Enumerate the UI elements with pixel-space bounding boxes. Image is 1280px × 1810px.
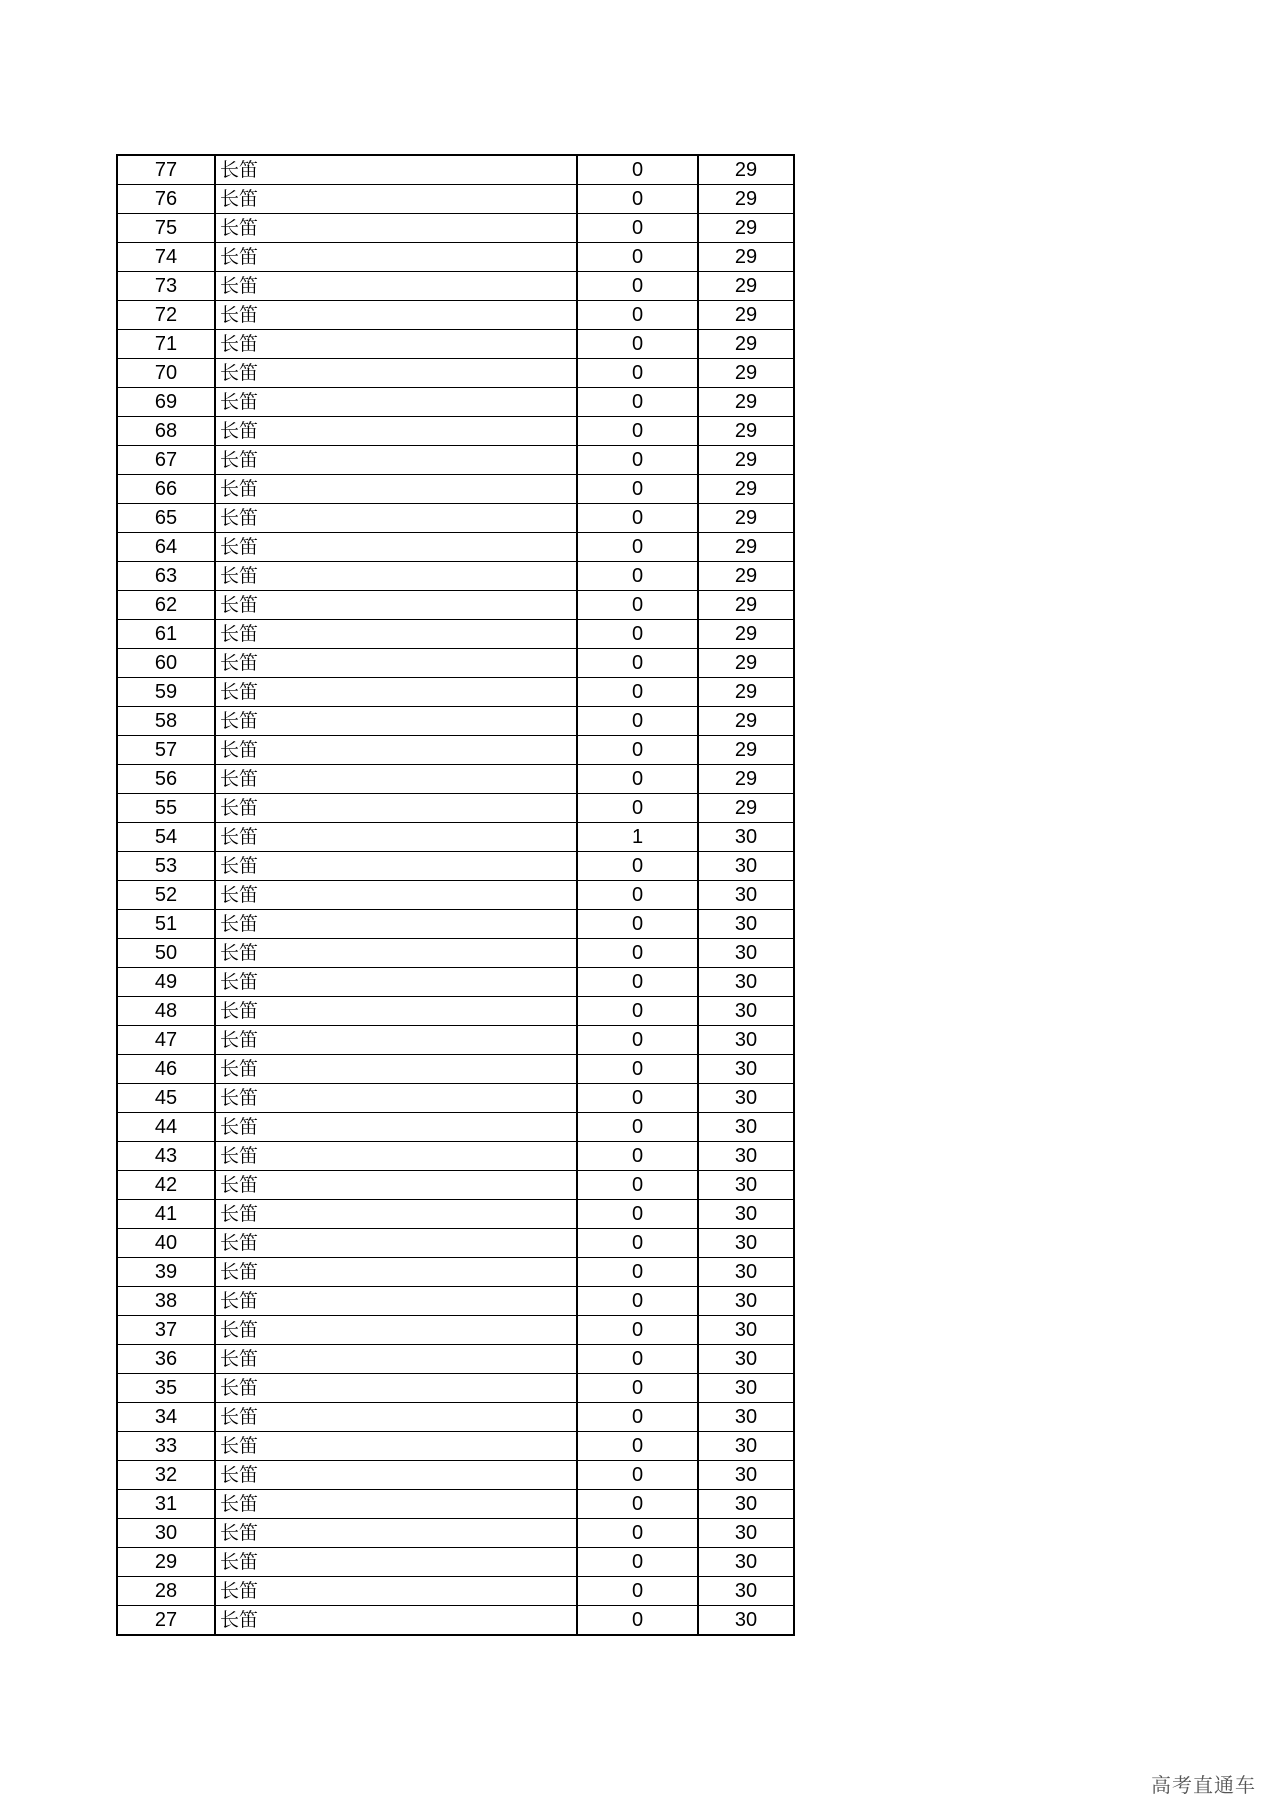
subject-cell: 长笛 [215, 155, 577, 185]
subject-cell: 长笛 [215, 997, 577, 1026]
count-cell: 0 [577, 1055, 698, 1084]
cumulative-cell: 29 [698, 446, 794, 475]
table-row [117, 1403, 794, 1432]
subject-cell: 长笛 [215, 1548, 577, 1577]
count-cell: 0 [577, 649, 698, 678]
table-row [117, 1258, 794, 1287]
score-cell: 67 [117, 446, 215, 475]
count-cell: 0 [577, 330, 698, 359]
count-cell: 0 [577, 997, 698, 1026]
count-cell: 0 [577, 359, 698, 388]
score-table-body [117, 155, 794, 1635]
score-cell: 56 [117, 765, 215, 794]
score-cell: 59 [117, 678, 215, 707]
score-cell: 48 [117, 997, 215, 1026]
table-row [117, 1432, 794, 1461]
subject-cell: 长笛 [215, 794, 577, 823]
count-cell: 0 [577, 155, 698, 185]
cumulative-cell: 29 [698, 243, 794, 272]
subject-cell: 长笛 [215, 1084, 577, 1113]
watermark: 高考直通车 [1151, 1773, 1256, 1797]
subject-cell: 长笛 [215, 736, 577, 765]
subject-cell: 长笛 [215, 968, 577, 997]
count-cell: 0 [577, 707, 698, 736]
table-row [117, 1113, 794, 1142]
score-cell: 71 [117, 330, 215, 359]
count-cell: 0 [577, 1490, 698, 1519]
cumulative-cell: 30 [698, 1548, 794, 1577]
count-cell: 0 [577, 1606, 698, 1636]
table-row [117, 301, 794, 330]
subject-cell: 长笛 [215, 1200, 577, 1229]
subject-cell: 长笛 [215, 243, 577, 272]
count-cell: 0 [577, 852, 698, 881]
score-cell: 53 [117, 852, 215, 881]
subject-cell: 长笛 [215, 1113, 577, 1142]
score-cell: 33 [117, 1432, 215, 1461]
cumulative-cell: 29 [698, 765, 794, 794]
score-cell: 66 [117, 475, 215, 504]
score-table [116, 154, 795, 1636]
cumulative-cell: 29 [698, 388, 794, 417]
score-cell: 46 [117, 1055, 215, 1084]
cumulative-cell: 30 [698, 1519, 794, 1548]
table-row [117, 1577, 794, 1606]
count-cell: 0 [577, 1548, 698, 1577]
score-cell: 68 [117, 417, 215, 446]
count-cell: 0 [577, 881, 698, 910]
cumulative-cell: 30 [698, 1606, 794, 1636]
table-row [117, 185, 794, 214]
cumulative-cell: 30 [698, 1374, 794, 1403]
table-row [117, 1316, 794, 1345]
count-cell: 0 [577, 1403, 698, 1432]
score-cell: 38 [117, 1287, 215, 1316]
cumulative-cell: 30 [698, 1490, 794, 1519]
table-row [117, 330, 794, 359]
subject-cell: 长笛 [215, 1026, 577, 1055]
score-cell: 45 [117, 1084, 215, 1113]
score-cell: 52 [117, 881, 215, 910]
cumulative-cell: 29 [698, 272, 794, 301]
table-row [117, 155, 794, 185]
score-cell: 55 [117, 794, 215, 823]
score-cell: 29 [117, 1548, 215, 1577]
count-cell: 0 [577, 591, 698, 620]
cumulative-cell: 29 [698, 678, 794, 707]
cumulative-cell: 30 [698, 1316, 794, 1345]
cumulative-cell: 29 [698, 475, 794, 504]
subject-cell: 长笛 [215, 1577, 577, 1606]
count-cell: 0 [577, 968, 698, 997]
count-cell: 0 [577, 185, 698, 214]
subject-cell: 长笛 [215, 1403, 577, 1432]
cumulative-cell: 30 [698, 910, 794, 939]
subject-cell: 长笛 [215, 475, 577, 504]
table-row [117, 1374, 794, 1403]
score-cell: 35 [117, 1374, 215, 1403]
cumulative-cell: 29 [698, 330, 794, 359]
cumulative-cell: 30 [698, 852, 794, 881]
score-cell: 77 [117, 155, 215, 185]
table-row [117, 852, 794, 881]
table-row [117, 504, 794, 533]
score-cell: 65 [117, 504, 215, 533]
subject-cell: 长笛 [215, 765, 577, 794]
cumulative-cell: 30 [698, 939, 794, 968]
score-cell: 75 [117, 214, 215, 243]
score-cell: 57 [117, 736, 215, 765]
table-row [117, 446, 794, 475]
table-row [117, 794, 794, 823]
cumulative-cell: 29 [698, 562, 794, 591]
score-cell: 69 [117, 388, 215, 417]
subject-cell: 长笛 [215, 301, 577, 330]
cumulative-cell: 29 [698, 301, 794, 330]
count-cell: 0 [577, 939, 698, 968]
score-cell: 40 [117, 1229, 215, 1258]
table-row [117, 649, 794, 678]
subject-cell: 长笛 [215, 1287, 577, 1316]
score-cell: 63 [117, 562, 215, 591]
table-row [117, 1055, 794, 1084]
table-row [117, 562, 794, 591]
cumulative-cell: 29 [698, 533, 794, 562]
score-cell: 73 [117, 272, 215, 301]
table-row [117, 968, 794, 997]
subject-cell: 长笛 [215, 388, 577, 417]
count-cell: 0 [577, 272, 698, 301]
table-row [117, 678, 794, 707]
table-row [117, 1490, 794, 1519]
count-cell: 0 [577, 214, 698, 243]
cumulative-cell: 30 [698, 1287, 794, 1316]
score-cell: 42 [117, 1171, 215, 1200]
count-cell: 0 [577, 765, 698, 794]
subject-cell: 长笛 [215, 1606, 577, 1636]
score-cell: 34 [117, 1403, 215, 1432]
subject-cell: 长笛 [215, 417, 577, 446]
count-cell: 0 [577, 475, 698, 504]
table-row [117, 1548, 794, 1577]
table-row [117, 1606, 794, 1636]
table-row [117, 736, 794, 765]
cumulative-cell: 29 [698, 359, 794, 388]
cumulative-cell: 30 [698, 1055, 794, 1084]
count-cell: 0 [577, 736, 698, 765]
score-cell: 39 [117, 1258, 215, 1287]
score-cell: 51 [117, 910, 215, 939]
count-cell: 0 [577, 1171, 698, 1200]
cumulative-cell: 30 [698, 1461, 794, 1490]
table-row [117, 1519, 794, 1548]
table-row [117, 417, 794, 446]
subject-cell: 长笛 [215, 823, 577, 852]
count-cell: 0 [577, 794, 698, 823]
subject-cell: 长笛 [215, 1258, 577, 1287]
table-row [117, 533, 794, 562]
subject-cell: 长笛 [215, 359, 577, 388]
count-cell: 0 [577, 678, 698, 707]
count-cell: 0 [577, 533, 698, 562]
score-cell: 64 [117, 533, 215, 562]
subject-cell: 长笛 [215, 707, 577, 736]
cumulative-cell: 30 [698, 1403, 794, 1432]
subject-cell: 长笛 [215, 1142, 577, 1171]
subject-cell: 长笛 [215, 678, 577, 707]
subject-cell: 长笛 [215, 1316, 577, 1345]
subject-cell: 长笛 [215, 910, 577, 939]
cumulative-cell: 30 [698, 1026, 794, 1055]
table-row [117, 823, 794, 852]
cumulative-cell: 30 [698, 1142, 794, 1171]
score-cell: 60 [117, 649, 215, 678]
cumulative-cell: 30 [698, 1345, 794, 1374]
cumulative-cell: 29 [698, 155, 794, 185]
cumulative-cell: 29 [698, 214, 794, 243]
count-cell: 0 [577, 301, 698, 330]
score-cell: 74 [117, 243, 215, 272]
score-cell: 72 [117, 301, 215, 330]
count-cell: 0 [577, 1316, 698, 1345]
cumulative-cell: 29 [698, 794, 794, 823]
subject-cell: 长笛 [215, 881, 577, 910]
table-row [117, 214, 794, 243]
table-row [117, 1142, 794, 1171]
count-cell: 0 [577, 620, 698, 649]
score-cell: 32 [117, 1461, 215, 1490]
cumulative-cell: 30 [698, 1171, 794, 1200]
count-cell: 0 [577, 1229, 698, 1258]
cumulative-cell: 30 [698, 1577, 794, 1606]
cumulative-cell: 29 [698, 620, 794, 649]
score-cell: 62 [117, 591, 215, 620]
score-cell: 49 [117, 968, 215, 997]
cumulative-cell: 30 [698, 1229, 794, 1258]
table-row [117, 1171, 794, 1200]
table-row [117, 1461, 794, 1490]
count-cell: 0 [577, 1142, 698, 1171]
score-cell: 54 [117, 823, 215, 852]
cumulative-cell: 30 [698, 1113, 794, 1142]
table-row [117, 1200, 794, 1229]
cumulative-cell: 30 [698, 1084, 794, 1113]
subject-cell: 长笛 [215, 272, 577, 301]
table-row [117, 388, 794, 417]
table-row [117, 1229, 794, 1258]
score-cell: 61 [117, 620, 215, 649]
subject-cell: 长笛 [215, 591, 577, 620]
table-row [117, 910, 794, 939]
count-cell: 0 [577, 1084, 698, 1113]
subject-cell: 长笛 [215, 649, 577, 678]
table-row [117, 707, 794, 736]
subject-cell: 长笛 [215, 1171, 577, 1200]
table-row [117, 620, 794, 649]
score-cell: 44 [117, 1113, 215, 1142]
count-cell: 0 [577, 1287, 698, 1316]
table-row [117, 272, 794, 301]
subject-cell: 长笛 [215, 1490, 577, 1519]
table-row [117, 881, 794, 910]
cumulative-cell: 30 [698, 1432, 794, 1461]
count-cell: 0 [577, 243, 698, 272]
score-cell: 36 [117, 1345, 215, 1374]
cumulative-cell: 30 [698, 881, 794, 910]
count-cell: 0 [577, 1345, 698, 1374]
score-cell: 28 [117, 1577, 215, 1606]
subject-cell: 长笛 [215, 1229, 577, 1258]
table-row [117, 475, 794, 504]
subject-cell: 长笛 [215, 852, 577, 881]
count-cell: 0 [577, 562, 698, 591]
table-row [117, 1345, 794, 1374]
subject-cell: 长笛 [215, 185, 577, 214]
subject-cell: 长笛 [215, 214, 577, 243]
subject-cell: 长笛 [215, 939, 577, 968]
count-cell: 0 [577, 417, 698, 446]
table-row [117, 997, 794, 1026]
cumulative-cell: 29 [698, 417, 794, 446]
subject-cell: 长笛 [215, 504, 577, 533]
count-cell: 0 [577, 910, 698, 939]
subject-cell: 长笛 [215, 1055, 577, 1084]
count-cell: 0 [577, 388, 698, 417]
table-row [117, 359, 794, 388]
count-cell: 0 [577, 1200, 698, 1229]
cumulative-cell: 30 [698, 1258, 794, 1287]
table-row [117, 1084, 794, 1113]
subject-cell: 长笛 [215, 620, 577, 649]
cumulative-cell: 29 [698, 185, 794, 214]
count-cell: 0 [577, 1374, 698, 1403]
count-cell: 0 [577, 1461, 698, 1490]
count-cell: 0 [577, 1577, 698, 1606]
score-cell: 31 [117, 1490, 215, 1519]
subject-cell: 长笛 [215, 533, 577, 562]
subject-cell: 长笛 [215, 1461, 577, 1490]
score-cell: 30 [117, 1519, 215, 1548]
count-cell: 0 [577, 1026, 698, 1055]
subject-cell: 长笛 [215, 446, 577, 475]
cumulative-cell: 29 [698, 649, 794, 678]
table-row [117, 1287, 794, 1316]
cumulative-cell: 30 [698, 1200, 794, 1229]
count-cell: 0 [577, 446, 698, 475]
subject-cell: 长笛 [215, 1345, 577, 1374]
cumulative-cell: 29 [698, 591, 794, 620]
subject-cell: 长笛 [215, 1374, 577, 1403]
count-cell: 0 [577, 1519, 698, 1548]
table-row [117, 765, 794, 794]
score-cell: 43 [117, 1142, 215, 1171]
score-cell: 70 [117, 359, 215, 388]
table-row [117, 591, 794, 620]
subject-cell: 长笛 [215, 1432, 577, 1461]
cumulative-cell: 29 [698, 504, 794, 533]
cumulative-cell: 29 [698, 736, 794, 765]
score-cell: 41 [117, 1200, 215, 1229]
cumulative-cell: 30 [698, 823, 794, 852]
score-cell: 27 [117, 1606, 215, 1636]
count-cell: 0 [577, 1113, 698, 1142]
score-cell: 76 [117, 185, 215, 214]
cumulative-cell: 29 [698, 707, 794, 736]
score-cell: 58 [117, 707, 215, 736]
count-cell: 0 [577, 504, 698, 533]
table-row [117, 243, 794, 272]
cumulative-cell: 30 [698, 968, 794, 997]
table-row [117, 939, 794, 968]
subject-cell: 长笛 [215, 1519, 577, 1548]
count-cell: 0 [577, 1432, 698, 1461]
cumulative-cell: 30 [698, 997, 794, 1026]
subject-cell: 长笛 [215, 562, 577, 591]
score-cell: 50 [117, 939, 215, 968]
count-cell: 0 [577, 1258, 698, 1287]
table-row [117, 1026, 794, 1055]
subject-cell: 长笛 [215, 330, 577, 359]
score-cell: 47 [117, 1026, 215, 1055]
score-cell: 37 [117, 1316, 215, 1345]
count-cell: 1 [577, 823, 698, 852]
